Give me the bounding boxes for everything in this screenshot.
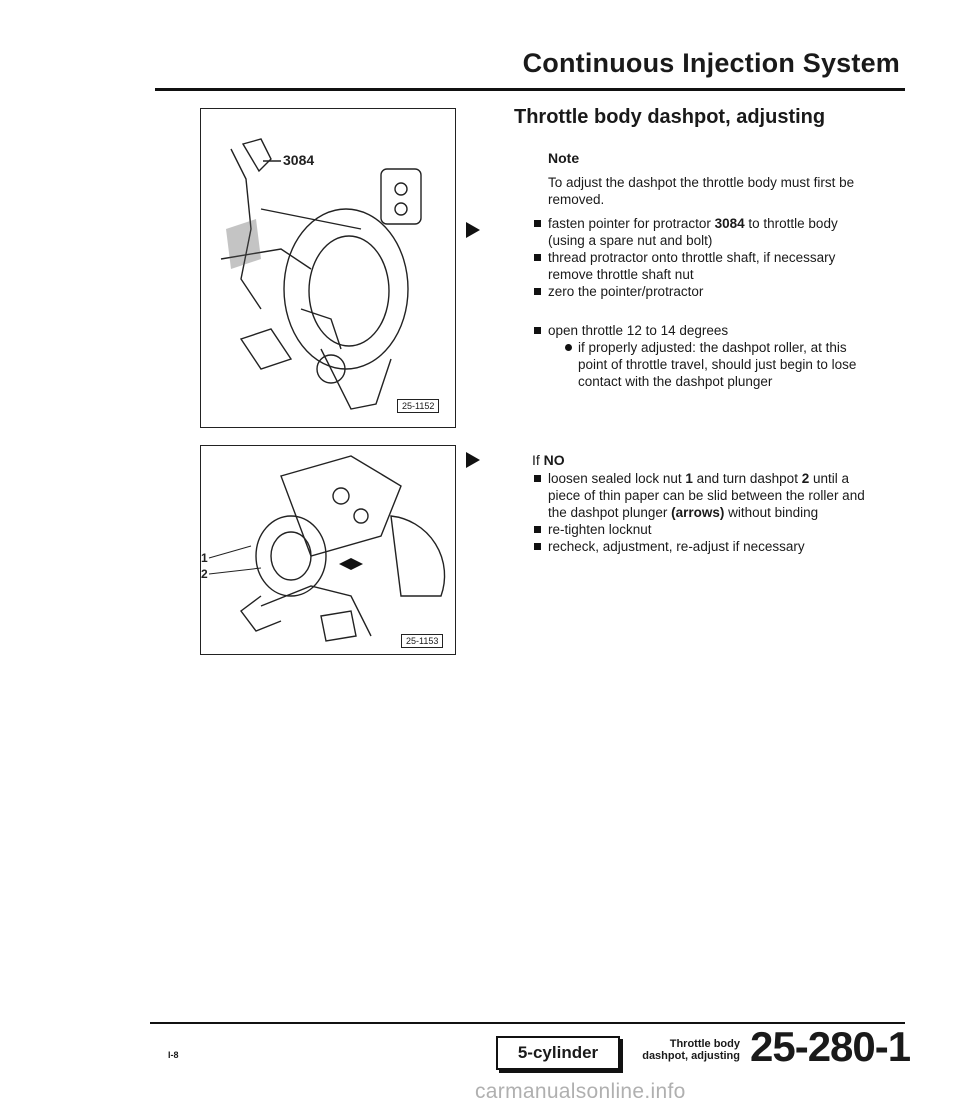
figure-ref-badge: 25-1152: [397, 399, 439, 413]
list-item: recheck, adjustment, re-adjust if necessary: [532, 538, 877, 555]
sub-list-item: if properly adjusted: the dashpot roller, at this point of throttle travel, should just begin to lose contact with the dashpot plunger: [562, 339, 877, 390]
figure-ref-badge: 25-1153: [401, 634, 443, 648]
list-item: open throttle 12 to 14 degrees if properly adjusted: the dashpot roller, at this point of throttle travel, should just begin to lose contact with the dashpot plunger: [532, 322, 877, 390]
steps-list: [532, 215, 877, 300]
pointer-arrow-icon: [466, 452, 480, 468]
callout-2: 2: [201, 567, 208, 581]
list-item: loosen sealed lock nut 1 and turn dashpot 2 until a piece of thin paper can be slid between the roller and the dashpot plunger (arrows) without binding: [532, 470, 877, 521]
list-item: fasten pointer for protractor 3084 to throttle body (using a spare nut and bolt): [532, 215, 877, 249]
note-label: Note: [548, 150, 580, 166]
header-rule: [155, 88, 905, 91]
steps-list: [532, 470, 877, 555]
watermark: carmanualsonline.info: [475, 1080, 686, 1103]
page-header-title: Continuous Injection System: [522, 48, 900, 78]
figure-protractor: [200, 108, 456, 428]
page-number: I-8: [168, 1050, 179, 1060]
list-item: re-tighten locknut: [532, 521, 877, 538]
section-title: Throttle body dashpot, adjusting: [514, 106, 826, 128]
pointer-arrow-icon: [466, 222, 480, 238]
if-no-label: If NO: [532, 452, 565, 468]
repair-group-code: 25-280-1: [750, 1023, 911, 1070]
figure-dashpot: [200, 445, 456, 655]
steps-list: [532, 322, 877, 390]
dashpot-adjustment-illustration: [201, 446, 455, 654]
throttle-body-protractor-illustration: [201, 109, 455, 427]
note-text: To adjust the dashpot the throttle body must first be removed.: [548, 175, 855, 207]
footer-description: Throttle body dashpot, adjusting: [642, 1038, 740, 1062]
list-item: thread protractor onto throttle shaft, if necessary remove throttle shaft nut: [532, 249, 877, 283]
callout-1: 1: [201, 551, 208, 565]
list-item: zero the pointer/protractor: [532, 283, 877, 300]
cylinder-badge: 5-cylinder: [496, 1036, 620, 1070]
callout-3084: 3084: [283, 152, 315, 168]
